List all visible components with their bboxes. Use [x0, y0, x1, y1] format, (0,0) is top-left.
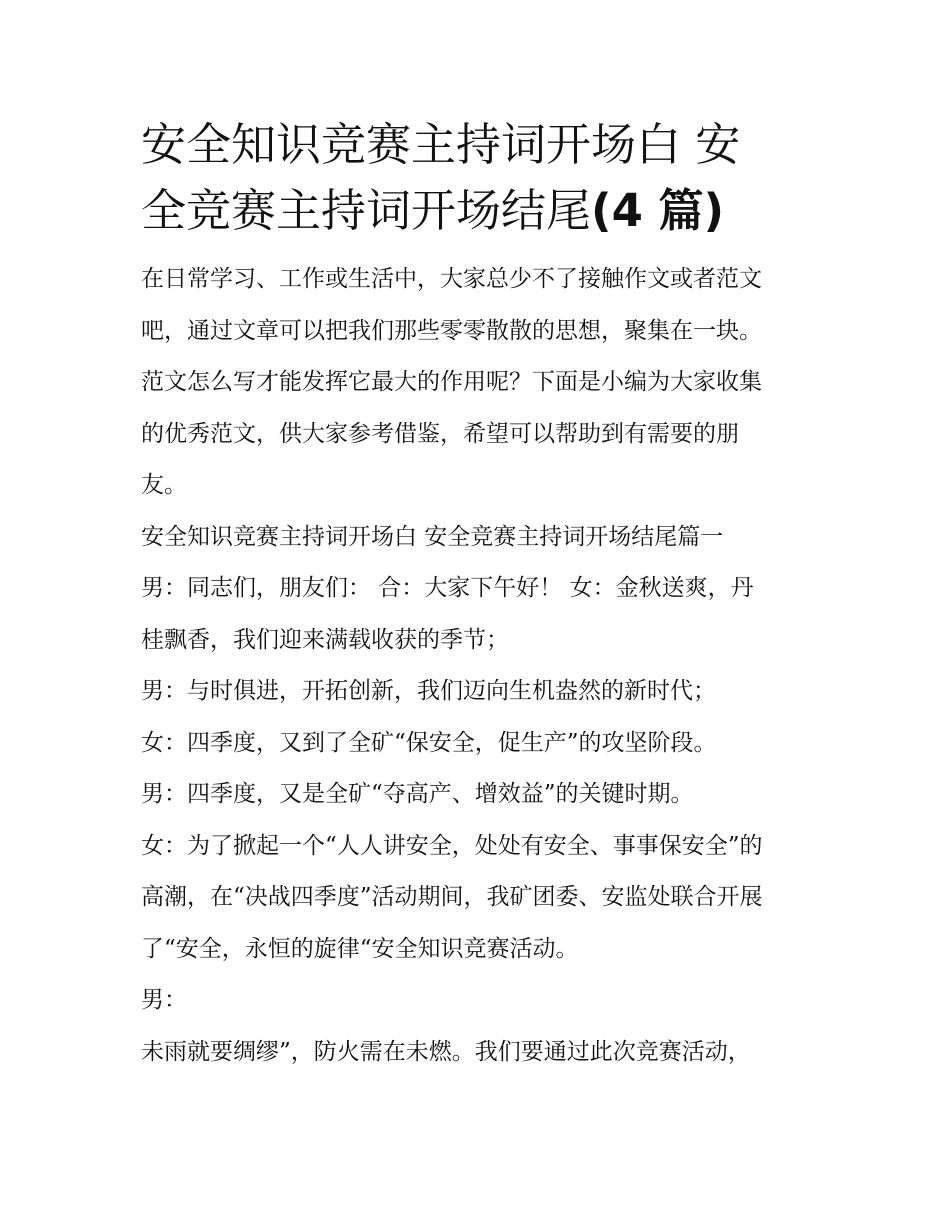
- body-line: 吧，通过文章可以把我们那些零零散散的思想，聚集在一块。: [141, 317, 762, 344]
- body-line: 未雨就要绸缪”，防火需在未燃。我们要通过此次竞赛活动，: [141, 1038, 751, 1065]
- body-line: 桂飘香，我们迎来满载收获的季节；: [141, 626, 509, 653]
- title-line-2-text: 全竞赛主持词开场结尾: [141, 184, 592, 237]
- body-line: 高潮，在“决战四季度”活动期间，我矿团委、安监处联合开展: [141, 884, 763, 910]
- body-line: 在日常学习、工作或生活中，大家总少不了接触作文或者范文: [141, 266, 762, 292]
- title-line-2: [141, 178, 817, 244]
- body-line: 了“安全，永恒的旋律“安全知识竞赛活动。: [141, 935, 579, 962]
- body-line: 男：同志们，朋友们： 合：大家下午好！ 女：金秋送爽，丹: [141, 575, 754, 601]
- body-line: 友。: [141, 472, 187, 498]
- title-count: (4 篇): [591, 184, 725, 237]
- body-line: 女：四季度，又到了全矿“保安全，促生产”的攻坚阶段。: [141, 729, 717, 756]
- section-heading: 安全知识竞赛主持词开场白 安全竞赛主持词开场结尾篇一: [141, 523, 724, 550]
- body-line: 男：: [141, 987, 187, 1013]
- body-line: 的优秀范文，供大家参考借鉴，希望可以帮助到有需要的朋: [141, 420, 739, 447]
- body-line: 范文怎么写才能发挥它最大的作用呢？下面是小编为大家收集: [141, 369, 762, 395]
- title-line-1: 安全知识竞赛主持词开场白 安: [141, 118, 741, 171]
- document-title: [141, 112, 817, 244]
- body-text: [141, 254, 817, 1078]
- body-line: 女：为了掀起一个“人人讲安全，处处有安全、事事保安全”的: [141, 832, 763, 859]
- body-line: 男：与时俱进，开拓创新，我们迈向生机盎然的新时代；: [141, 678, 716, 704]
- document-content: [141, 112, 817, 1078]
- body-line: 男：四季度，又是全矿“夺高产、增效益”的关键时期。: [141, 781, 694, 807]
